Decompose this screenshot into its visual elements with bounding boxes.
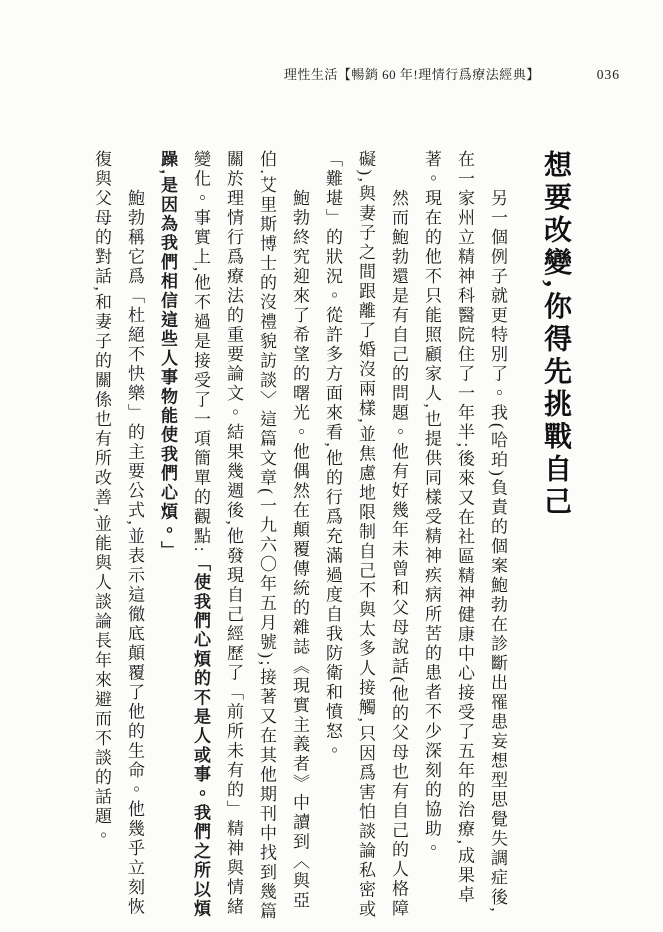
paragraph-2-text: 然而鮑勃還是有自己的問題。他有好幾年未曾和父母說話(他的父母也有自己的人格障礙),與妻子之間跟離了婚沒兩樣,並焦慮地限制自己不與太多人接觸,只因爲害怕談論私密或「難堪」的狀況。從許多方面來看,他的行爲充滿過度自我防衛和憤怒。 (323, 150, 408, 920)
page-number: 036 (596, 67, 620, 82)
paragraph-1 (415, 150, 514, 932)
chapter-title: 想要改變,你得先挑戰自己 (540, 150, 571, 519)
running-header (0, 64, 620, 83)
body-text (85, 150, 514, 932)
paragraph-1-text: 另一個例子就更特別了。我(哈珀)負責的個案鮑勃在診斷出罹患妄想型思覺失調症後,在一家州立精神科醫院住了一年半;後來又在社區精神健康中心接受了五年的治療,成果卓著。現在的他不只能照顧家人,也提供同樣受精神疾病所苦的患者不少深刻的協助。 (422, 150, 507, 915)
paragraph-2 (316, 150, 415, 932)
paragraph-4-text: 鮑勃稱它爲「杜絕不快樂」的主要公式,並表示這徹底顛覆了他的生命。他幾乎立刻恢復與父母的對話,和妻子的關係也有所改善,並能與人談論長年來避而不談的話題。 (92, 150, 144, 918)
vertical-text-block (85, 150, 578, 932)
paragraph-4 (85, 150, 151, 932)
paragraph-3-text: 鮑勃終究迎來了希望的曙光。他偶然在顛覆傳統的雜誌《現實主義者》中讀到〈與亞伯.艾里斯博士的沒禮貌訪談〉這篇文章(一九六〇年五月號);接著又在其他期刊中找到幾篇關於理情行爲療法的重要論文。結果幾週後,他發現自己經歷了「前所未有的」精神與情緒變化。事實上,他不過是接受了一項簡單的觀點: (191, 150, 309, 922)
paragraph-3-key-point: 「使我們心煩的不是人或事。我們之所以煩躁,是因為我們相信這些人事物能使我們心煩。」 (158, 150, 210, 919)
book-title: 理性生活【暢銷 60 年!理情行爲療法經典】 (283, 67, 540, 82)
paragraph-3 (151, 150, 316, 932)
